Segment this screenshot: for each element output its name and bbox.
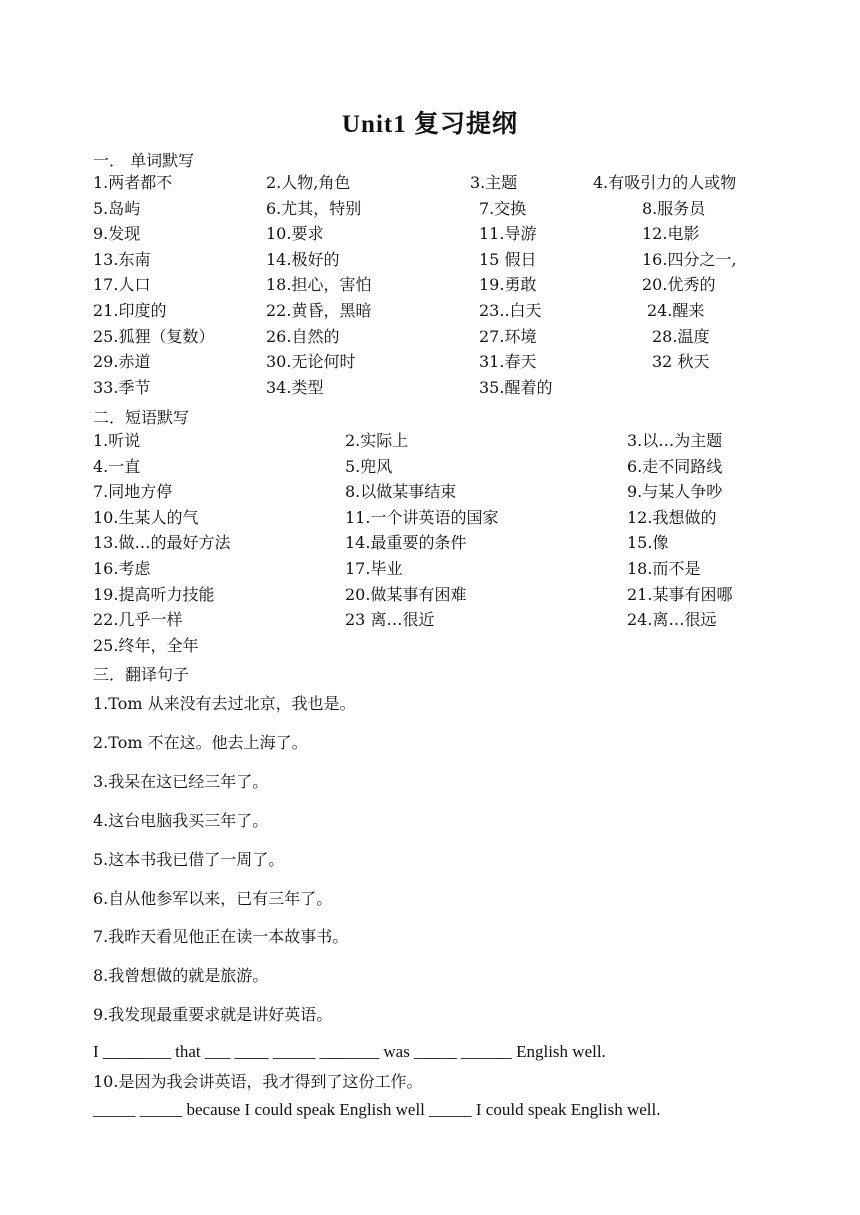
phrase-item: 12.我想做的 — [627, 507, 717, 527]
section2-heading: 二．短语默写 — [93, 408, 190, 427]
vocab-item: 33.季节 — [93, 377, 151, 397]
fill-in-line-9: I ________ that ___ ____ _____ _______ was _____ ______ English well. — [93, 1042, 606, 1061]
phrase-row — [0, 636, 860, 660]
phrase-item: 3.以…为主题 — [627, 431, 723, 450]
sentence-item: 5.这本书我已借了一周了。 — [93, 849, 285, 869]
phrase-item: 23 离…很近 — [345, 610, 435, 630]
phrase-item: 5.兜风 — [345, 456, 393, 476]
vocab-item: 9.发现 — [93, 224, 141, 244]
vocab-item: 28.温度 — [652, 326, 710, 346]
phrase-row — [0, 431, 860, 455]
section1-heading: 一． 单词默写 — [93, 151, 195, 170]
phrase-row — [0, 533, 860, 557]
vocab-item: 35.醒着的 — [479, 377, 553, 397]
vocab-item: 17.人口 — [93, 275, 151, 295]
sentence-item: 9.我发现最重要求就是讲好英语。 — [93, 1005, 333, 1025]
vocab-item: 7.交换 — [479, 198, 527, 218]
sentence-item: 7.我昨天看见他正在读一本故事书。 — [93, 927, 349, 947]
vocab-row — [0, 275, 860, 299]
phrase-item: 19.提高听力技能 — [93, 584, 215, 604]
phrase-item: 20.做某事有困难 — [345, 584, 467, 604]
phrase-item: 17.毕业 — [345, 559, 403, 578]
vocab-item: 18.担心，害怕 — [266, 275, 372, 295]
phrase-item: 4.一直 — [93, 456, 141, 476]
vocab-item: 4.有吸引力的人或物 — [593, 173, 737, 192]
sentence-item-10: 10.是因为我会讲英语，我才得到了这份工作。 — [93, 1072, 423, 1091]
phrase-item: 22.几乎一样 — [93, 610, 183, 630]
vocab-item: 29.赤道 — [93, 352, 151, 372]
phrase-item: 15.像 — [627, 533, 669, 553]
vocab-item: 32 秋天 — [652, 352, 710, 372]
vocab-row — [0, 327, 860, 351]
phrase-item: 24.离…很远 — [627, 610, 717, 630]
phrase-item: 16.考虑 — [93, 559, 151, 578]
phrase-row — [0, 610, 860, 634]
vocab-item: 10.要求 — [266, 224, 324, 244]
phrase-item: 11.一个讲英语的国家 — [345, 507, 499, 527]
vocab-item: 25.狐狸（复数） — [93, 326, 215, 346]
vocab-item: 26.自然的 — [266, 326, 340, 346]
vocab-row — [0, 250, 860, 274]
vocab-item: 5.岛屿 — [93, 198, 141, 218]
phrase-item: 2.实际上 — [345, 431, 409, 450]
vocab-item: 24.醒来 — [647, 301, 705, 320]
vocab-item: 16.四分之一, — [642, 249, 737, 269]
vocab-item: 2.人物,角色 — [266, 173, 351, 192]
vocab-item: 3.主题 — [470, 173, 518, 192]
vocab-row — [0, 301, 860, 325]
sentence-item: 2.Tom 不在这。他去上海了。 — [93, 732, 308, 752]
phrase-row — [0, 457, 860, 481]
vocab-item: 23..白天 — [479, 301, 542, 320]
vocab-item: 22.黄昏，黑暗 — [266, 301, 372, 320]
vocab-item: 34.类型 — [266, 377, 324, 397]
phrase-row — [0, 559, 860, 583]
vocab-row — [0, 352, 860, 376]
section3-heading: 三．翻译句子 — [93, 665, 190, 684]
phrase-item: 7.同地方停 — [93, 482, 173, 502]
fill-in-line-10: _____ _____ because I could speak English well _____ I could speak English well. — [93, 1100, 661, 1119]
vocab-row — [0, 378, 860, 402]
vocab-row — [0, 199, 860, 223]
sentence-item: 4.这台电脑我买三年了。 — [93, 810, 269, 830]
vocab-row — [0, 173, 860, 197]
sentence-item: 6.自从他参军以来，已有三年了。 — [93, 888, 333, 908]
phrase-item: 13.做…的最好方法 — [93, 533, 231, 553]
phrase-item: 6.走不同路线 — [627, 456, 723, 476]
phrase-item: 8.以做某事结束 — [345, 482, 457, 502]
vocab-item: 1.两者都不 — [93, 173, 173, 192]
vocab-item: 13.东南 — [93, 249, 151, 269]
vocab-item: 15 假日 — [479, 249, 537, 269]
phrase-item: 1.听说 — [93, 431, 141, 450]
phrase-item: 14.最重要的条件 — [345, 533, 467, 553]
vocab-item: 27.环境 — [479, 326, 537, 346]
vocab-item: 19.勇敢 — [479, 275, 537, 295]
sentence-item: 8.我曾想做的就是旅游。 — [93, 966, 269, 986]
phrase-row — [0, 585, 860, 609]
vocab-item: 14.极好的 — [266, 249, 340, 269]
phrase-row — [0, 508, 860, 532]
vocab-item: 31.春天 — [479, 352, 537, 372]
vocab-item: 30.无论何时 — [266, 352, 356, 372]
vocab-item: 11.导游 — [479, 224, 537, 244]
sentence-item: 3.我呆在这已经三年了。 — [93, 771, 269, 791]
vocab-item: 8.服务员 — [642, 198, 706, 218]
phrase-item: 18.而不是 — [627, 559, 701, 578]
phrase-item: 25.终年，全年 — [93, 635, 199, 655]
vocab-item: 21.印度的 — [93, 301, 167, 320]
page-title: Unit1 复习提纲 — [342, 111, 518, 138]
vocab-item: 20.优秀的 — [642, 275, 716, 295]
vocab-row — [0, 224, 860, 248]
phrase-item: 10.生某人的气 — [93, 507, 199, 527]
vocab-item: 12.电影 — [642, 224, 700, 244]
sentence-item: 1.Tom 从来没有去过北京，我也是。 — [93, 694, 356, 713]
phrase-row — [0, 482, 860, 506]
phrase-item: 21.某事有困哪 — [627, 584, 733, 604]
vocab-item: 6.尤其，特别 — [266, 198, 362, 218]
phrase-item: 9.与某人争吵 — [627, 482, 723, 502]
